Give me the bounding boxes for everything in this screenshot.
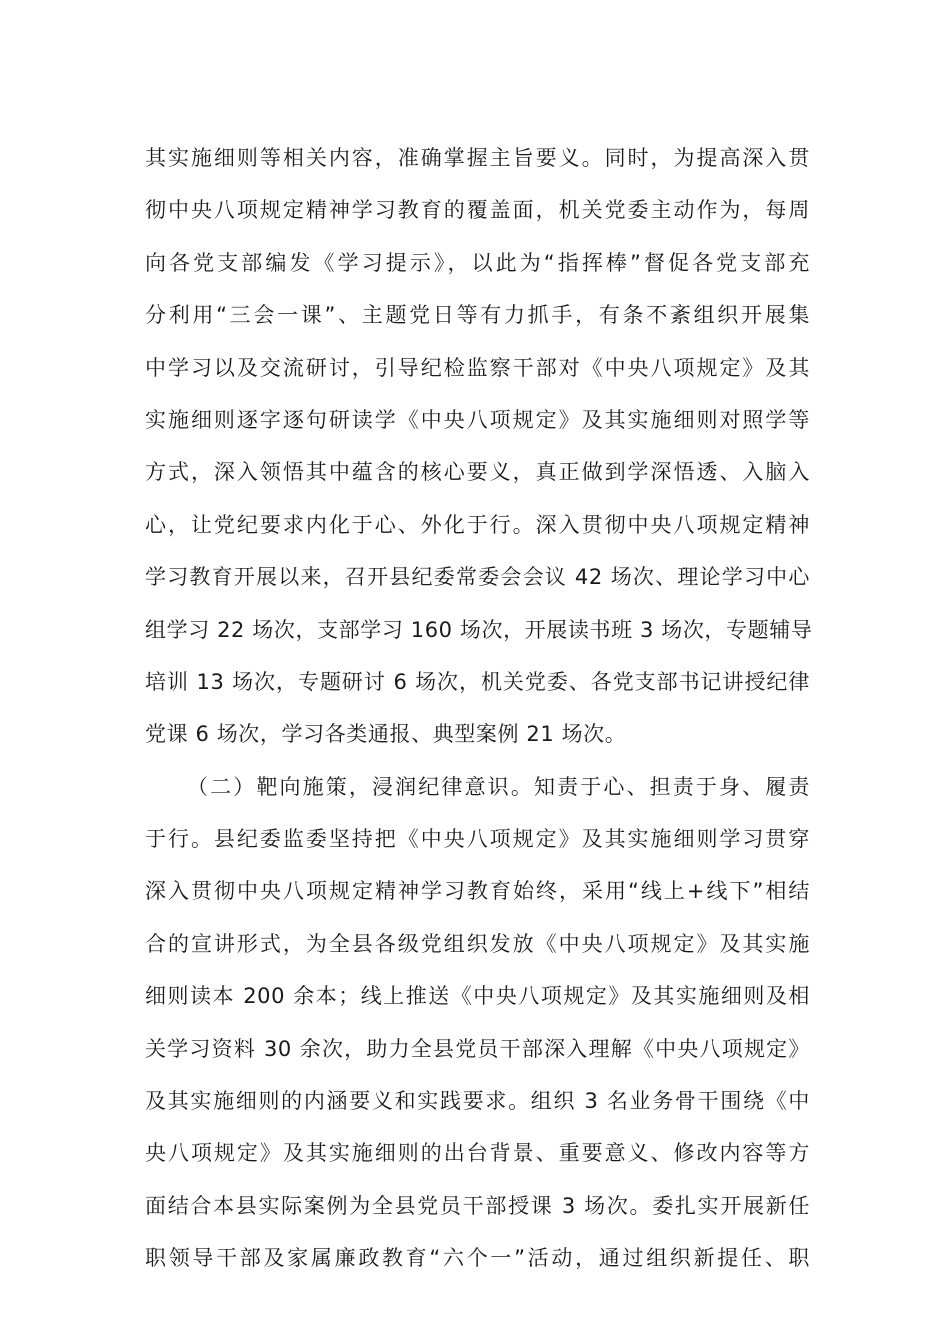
section-heading-line: （二）靶向施策，浸润纪律意识。知责于心、担责于身、履责 — [187, 774, 810, 799]
text-line: 职领导干部及家属廉政教育“六个一”活动，通过组织新提任、职 — [145, 1246, 810, 1271]
text-line: 于行。县纪委监委坚持把《中央八项规定》及其实施细则学习贯穿 — [145, 827, 810, 852]
text-line: 实施细则逐字逐句研读学《中央八项规定》及其实施细则对照学等 — [145, 407, 810, 432]
text-line: 及其实施细则的内涵要义和实践要求。组织 3 名业务骨干围绕《中 — [145, 1089, 810, 1114]
text-line: 深入贯彻中央八项规定精神学习教育始终，采用“线上+线下”相结 — [145, 879, 810, 904]
text-line: 向各党支部编发《学习提示》，以此为“指挥棒”督促各党支部充 — [145, 250, 810, 275]
text-line: 心，让党纪要求内化于心、外化于行。深入贯彻中央八项规定精神 — [145, 512, 810, 537]
text-line: 面结合本县实际案例为全县党员干部授课 3 场次。委扎实开展新任 — [145, 1193, 810, 1218]
body-text — [145, 132, 813, 1285]
paragraph-end-line: 党课 6 场次，学习各类通报、典型案例 21 场次。 — [145, 722, 627, 747]
text-line: 中学习以及交流研讨，引导纪检监察干部对《中央八项规定》及其 — [145, 355, 810, 380]
text-line: 合的宣讲形式，为全县各级党组织发放《中央八项规定》及其实施 — [145, 931, 810, 956]
text-line: 其实施细则等相关内容，准确掌握主旨要义。同时，为提高深入贯 — [145, 146, 810, 170]
text-line: 彻中央八项规定精神学习教育的覆盖面，机关党委主动作为，每周 — [145, 198, 810, 223]
text-line: 细则读本 200 余本；线上推送《中央八项规定》及其实施细则及相 — [145, 984, 810, 1009]
text-line: 组学习 22 场次，支部学习 160 场次，开展读书班 3 场次，专题辅导 — [145, 617, 813, 642]
text-line: 央八项规定》及其实施细则的出台背景、重要意义、修改内容等方 — [145, 1141, 810, 1166]
text-line: 培训 13 场次，专题研讨 6 场次，机关党委、各党支部书记讲授纪律 — [145, 669, 810, 694]
text-line: 分利用“三会一课”、主题党日等有力抓手，有条不紊组织开展集 — [145, 303, 810, 328]
text-line: 学习教育开展以来，召开县纪委常委会会议 42 场次、理论学习中心 — [145, 565, 810, 590]
text-line: 关学习资料 30 余次，助力全县党员干部深入理解《中央八项规定》 — [145, 1036, 810, 1061]
text-line: 方式，深入领悟其中蕴含的核心要义，真正做到学深悟透、入脑入 — [145, 460, 810, 485]
